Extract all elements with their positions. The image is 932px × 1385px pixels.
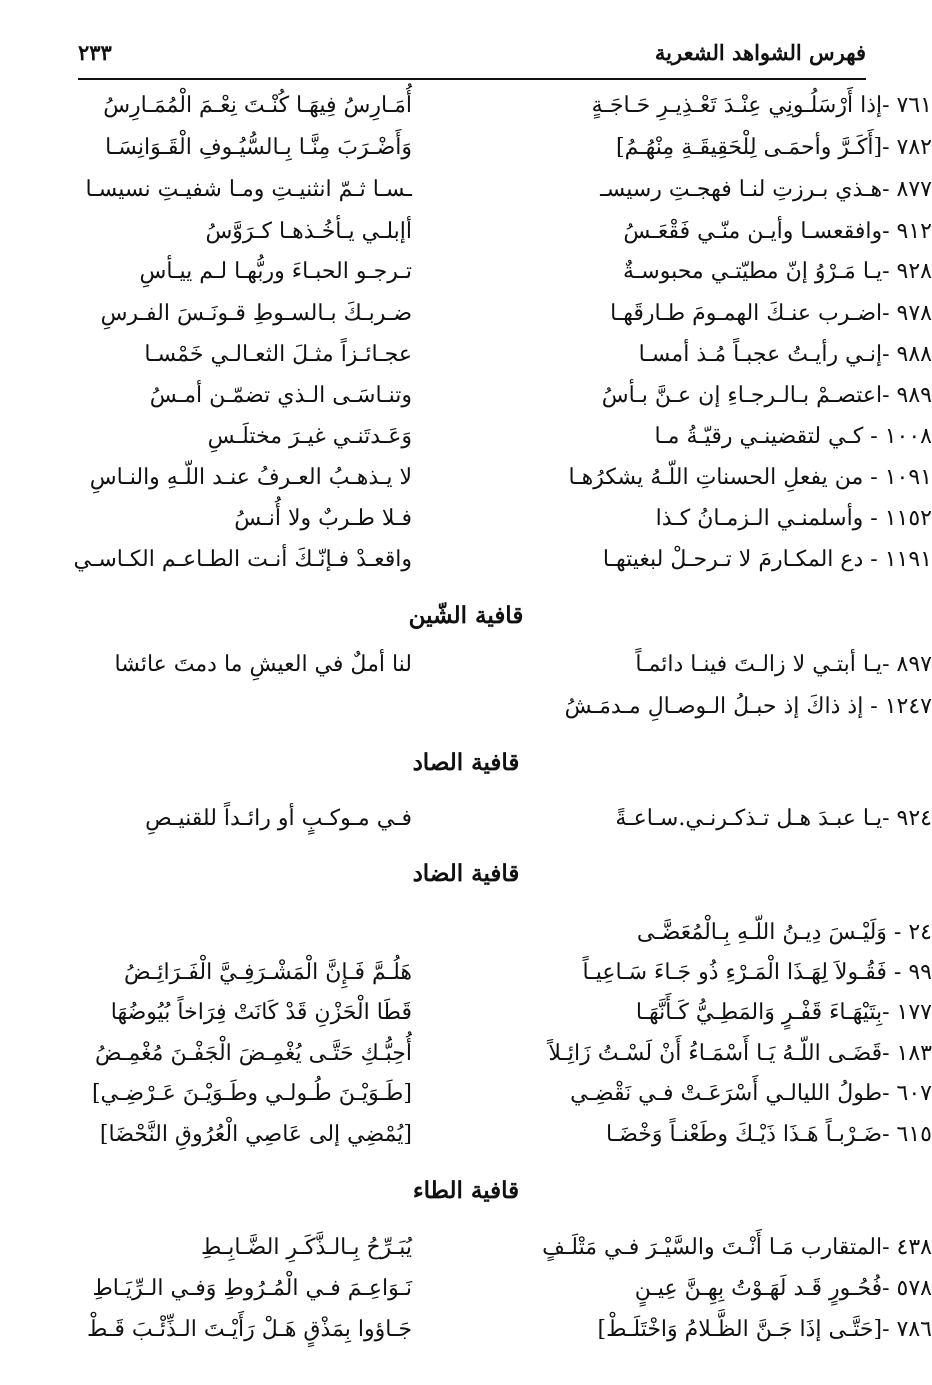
second-hemistich: فـي مـوكـبٍ أو رائـداً للقنيـصِ	[145, 806, 412, 831]
verse-entry	[0, 1116, 932, 1154]
rhyme-section-heading: قافية الصاد	[412, 749, 520, 776]
first-hemistich: ١٧٧ -بِتَيْهَـاءَ قَفْـرٍ وَالمَطِـيُّ كَـأَنَّهَـا	[635, 1000, 932, 1025]
rhyme-section-heading: قافية الطاء	[412, 1177, 520, 1204]
running-title: فهرس الشواهد الشعرية	[645, 40, 866, 65]
first-hemistich: ٩٢٤ -يـا عبـدَ هـل تـذكـرنـي.سـاعـةً	[615, 806, 932, 831]
second-hemistich: تـرجـو الحبـاءَ وربُّهـا لـم ييـأسِ	[139, 259, 412, 284]
rhyme-section-heading: قافية الشّين	[408, 602, 524, 629]
second-hemistich: لنا أملٌ في العيشِ ما دمتَ عائشا	[114, 652, 412, 677]
first-hemistich: ١١٥٢ - وأسلمنـي الـزمـانُ كـذا	[655, 506, 932, 531]
verse-entry	[0, 914, 932, 952]
verse-entry	[0, 336, 932, 374]
rhyme-section-heading: قافية الضاد	[412, 860, 520, 887]
verse-entry	[0, 1229, 932, 1267]
first-hemistich: ١٠٠٨ - كـي لتقضينـي رقيّـةُ مـا	[654, 424, 932, 449]
verse-entry	[0, 213, 932, 251]
verse-entry	[0, 1035, 932, 1073]
first-hemistich: ٦١٥ -ضَـرْبـاً هَـذَا ذَيْـكَ وطَعْنـاً وَخْضَـا	[606, 1122, 932, 1147]
first-hemistich: ٩١٢ -وافقعسـا وأيـن منّـي فَقْعَـسُ	[623, 219, 932, 244]
page-number: ٢٣٣	[78, 40, 122, 65]
running-header	[78, 38, 866, 80]
first-hemistich: ٩٨٩ -اعتصـمْ بـالـرجـاءِ إن عـنَّ بـأسُ	[601, 383, 932, 408]
second-hemistich: قَطَا الْحَزْنِ قَدْ كَانَتْ فِرَاخاً بُيُوضُهَا	[110, 1000, 412, 1025]
second-hemistich: أُحِبُّـكِ حَتَّـى يُغْمِـضَ الْجَفْـنَ مُغْمِـضُ	[94, 1041, 412, 1066]
first-hemistich: ٨٧٧ -هـذي بـرزتِ لنـا فهجـتِ رسيسـ	[600, 177, 932, 202]
second-hemistich: لا يـذهـبُ العـرفُ عنـد اللّـهِ والنـاسِ	[89, 465, 412, 490]
second-hemistich: وَعَـدتَنـي غيـرَ مختلَـسِ	[207, 424, 412, 449]
verse-entry	[0, 500, 932, 538]
second-hemistich: ـسـا ثـمّ انثنيـتِ ومـا شفيـتِ نسيسـا	[85, 177, 412, 202]
verse-entry	[0, 1311, 932, 1349]
first-hemistich: ١٢٤٧ - إذ ذاكَ إذ حبـلُ الـوصـالِ مـدمَـشُ	[564, 694, 932, 719]
verse-entry	[0, 459, 932, 497]
second-hemistich: وَأَضْـرَبَ مِنَّـا بِـالسُّيُـوفِ الْقَـوَانِسَـا	[105, 135, 412, 160]
first-hemistich: ٩٩ - فَقُـولاَ لِهَـذَا الْمَـرْءِ ذُو جَـاءَ سَـاعِيـاً	[582, 960, 932, 985]
verse-entry	[0, 646, 932, 684]
first-hemistich: ٨٩٧ -يـا أبتـي لا زالـتَ فينـا دائمـاً	[635, 652, 932, 677]
verse-entry	[0, 994, 932, 1032]
first-hemistich: ٩٧٨ -اضـرب عنـكَ الهمـومَ طـارقَهـا	[610, 301, 932, 326]
verse-entry	[0, 253, 932, 291]
first-hemistich: ٢٤ - وَلَيْـسَ دِيـنُ اللّـهِ بِـالْمُعَضَّـى	[636, 920, 932, 945]
second-hemistich: نَـوَاعِـمَ فـي الْمُـرُوطِ وَفـي الـرِّيَـاطِ	[92, 1276, 412, 1301]
first-hemistich: ٩٢٨ -يـا مَـرْوُ إنّ مطيّتـي محبوسـةٌ	[623, 259, 932, 284]
verse-entry	[0, 129, 932, 167]
verse-entry	[0, 171, 932, 209]
first-hemistich: ٧٨٦ -[حَتَّـى إذَا جَـنَّ الظَّـلامُ وَاخْتَلَـطْ]	[597, 1317, 932, 1342]
verse-entry	[0, 377, 932, 415]
second-hemistich: أُمَـارِسُ فِيهَـا كُنْـتَ نِعْـمَ الْمُمَـارِسُ	[103, 93, 412, 118]
second-hemistich: ضـربـكَ بـالسـوطِ قـونَـسَ الفـرسِ	[100, 301, 412, 326]
first-hemistich: ٧٨٢ -[أَكَـرَّ وأحمَـى لِلْحَقِيقَـةِ مِنْهُـمُ]	[615, 135, 932, 160]
second-hemistich: [طَـوَيْـنَ طُـولـي وطَـوَيْـنَ عَـرْضِـي]	[91, 1081, 412, 1106]
second-hemistich: [يُمْضِي إلى عَاصِي الْعُرُوقِ النَّحْضَا]	[99, 1122, 412, 1147]
verse-entry	[0, 1075, 932, 1113]
second-hemistich: جَـاؤوا بِمَذْقٍ هَـلْ رَأَيْـتَ الـذِّئْـبَ قَـطْ	[87, 1317, 412, 1342]
verse-entry	[0, 295, 932, 333]
second-hemistich: وتنـاسَـى الـذي تضمّـن أمـسُ	[149, 383, 412, 408]
second-hemistich: واقعـدْ فـإنّـكَ أنـت الطـاعـم الكـاسـي	[73, 547, 412, 572]
first-hemistich: ٥٧٨ -فُحُـورٍ قَـد لَهَـوْتُ بِهِـنَّ عِيـنٍ	[634, 1276, 932, 1301]
verse-entry	[0, 800, 932, 838]
verse-entry	[0, 1270, 932, 1308]
second-hemistich: أإبلـي يـأخُـذهـا كـرَوَّسُ	[205, 219, 412, 244]
verse-entry	[0, 541, 932, 579]
first-hemistich: ١١٩١ - دع المكـارمَ لا تـرحـلْ لبغيتهـا	[602, 547, 932, 572]
second-hemistich: عجـائـزاً مثـلَ الثعـالـي خَمْسـا	[144, 342, 412, 367]
verse-entry	[0, 418, 932, 456]
verse-entry	[0, 954, 932, 992]
first-hemistich: ٤٣٨ -المتقارب مَـا أَنْـتَ والسَّيْـرَ فـي مَتْلَـفٍ	[542, 1235, 932, 1260]
second-hemistich: هَلُـمَّ فَـإِنَّ الْمَشْـرَفِـيَّ الْفَـرَائِـضُ	[124, 960, 412, 985]
first-hemistich: ٩٨٨ -إنـي رأيـتُ عجبـاً مُـذ أمسـا	[638, 342, 932, 367]
verse-entry	[0, 87, 932, 125]
second-hemistich: يُبَـرِّحُ بِـالـذَّكَـرِ الضَّـابِـطِ	[200, 1235, 412, 1260]
second-hemistich: فـلا طـربٌ ولا أُنـسُ	[234, 506, 412, 531]
first-hemistich: ٧٦١ -إذا أَرْسَلُـونِي عِنْـدَ تَعْـذِيـرِ حَـاجَـةٍ	[591, 93, 932, 118]
verse-entry	[0, 688, 932, 726]
first-hemistich: ١٠٩١ - من يفعلِ الحسناتِ اللّـهُ يشكرُهـا	[568, 465, 932, 490]
first-hemistich: ١٨٣ -قَضَـى اللّـهُ يَـا أَسْمَـاءُ أَنْ لَسْـتُ زَائِـلاً	[548, 1041, 932, 1066]
first-hemistich: ٦٠٧ -طولُ الليالـي أَسْرَعَـتْ فـي نَقْضِـي	[570, 1081, 932, 1106]
